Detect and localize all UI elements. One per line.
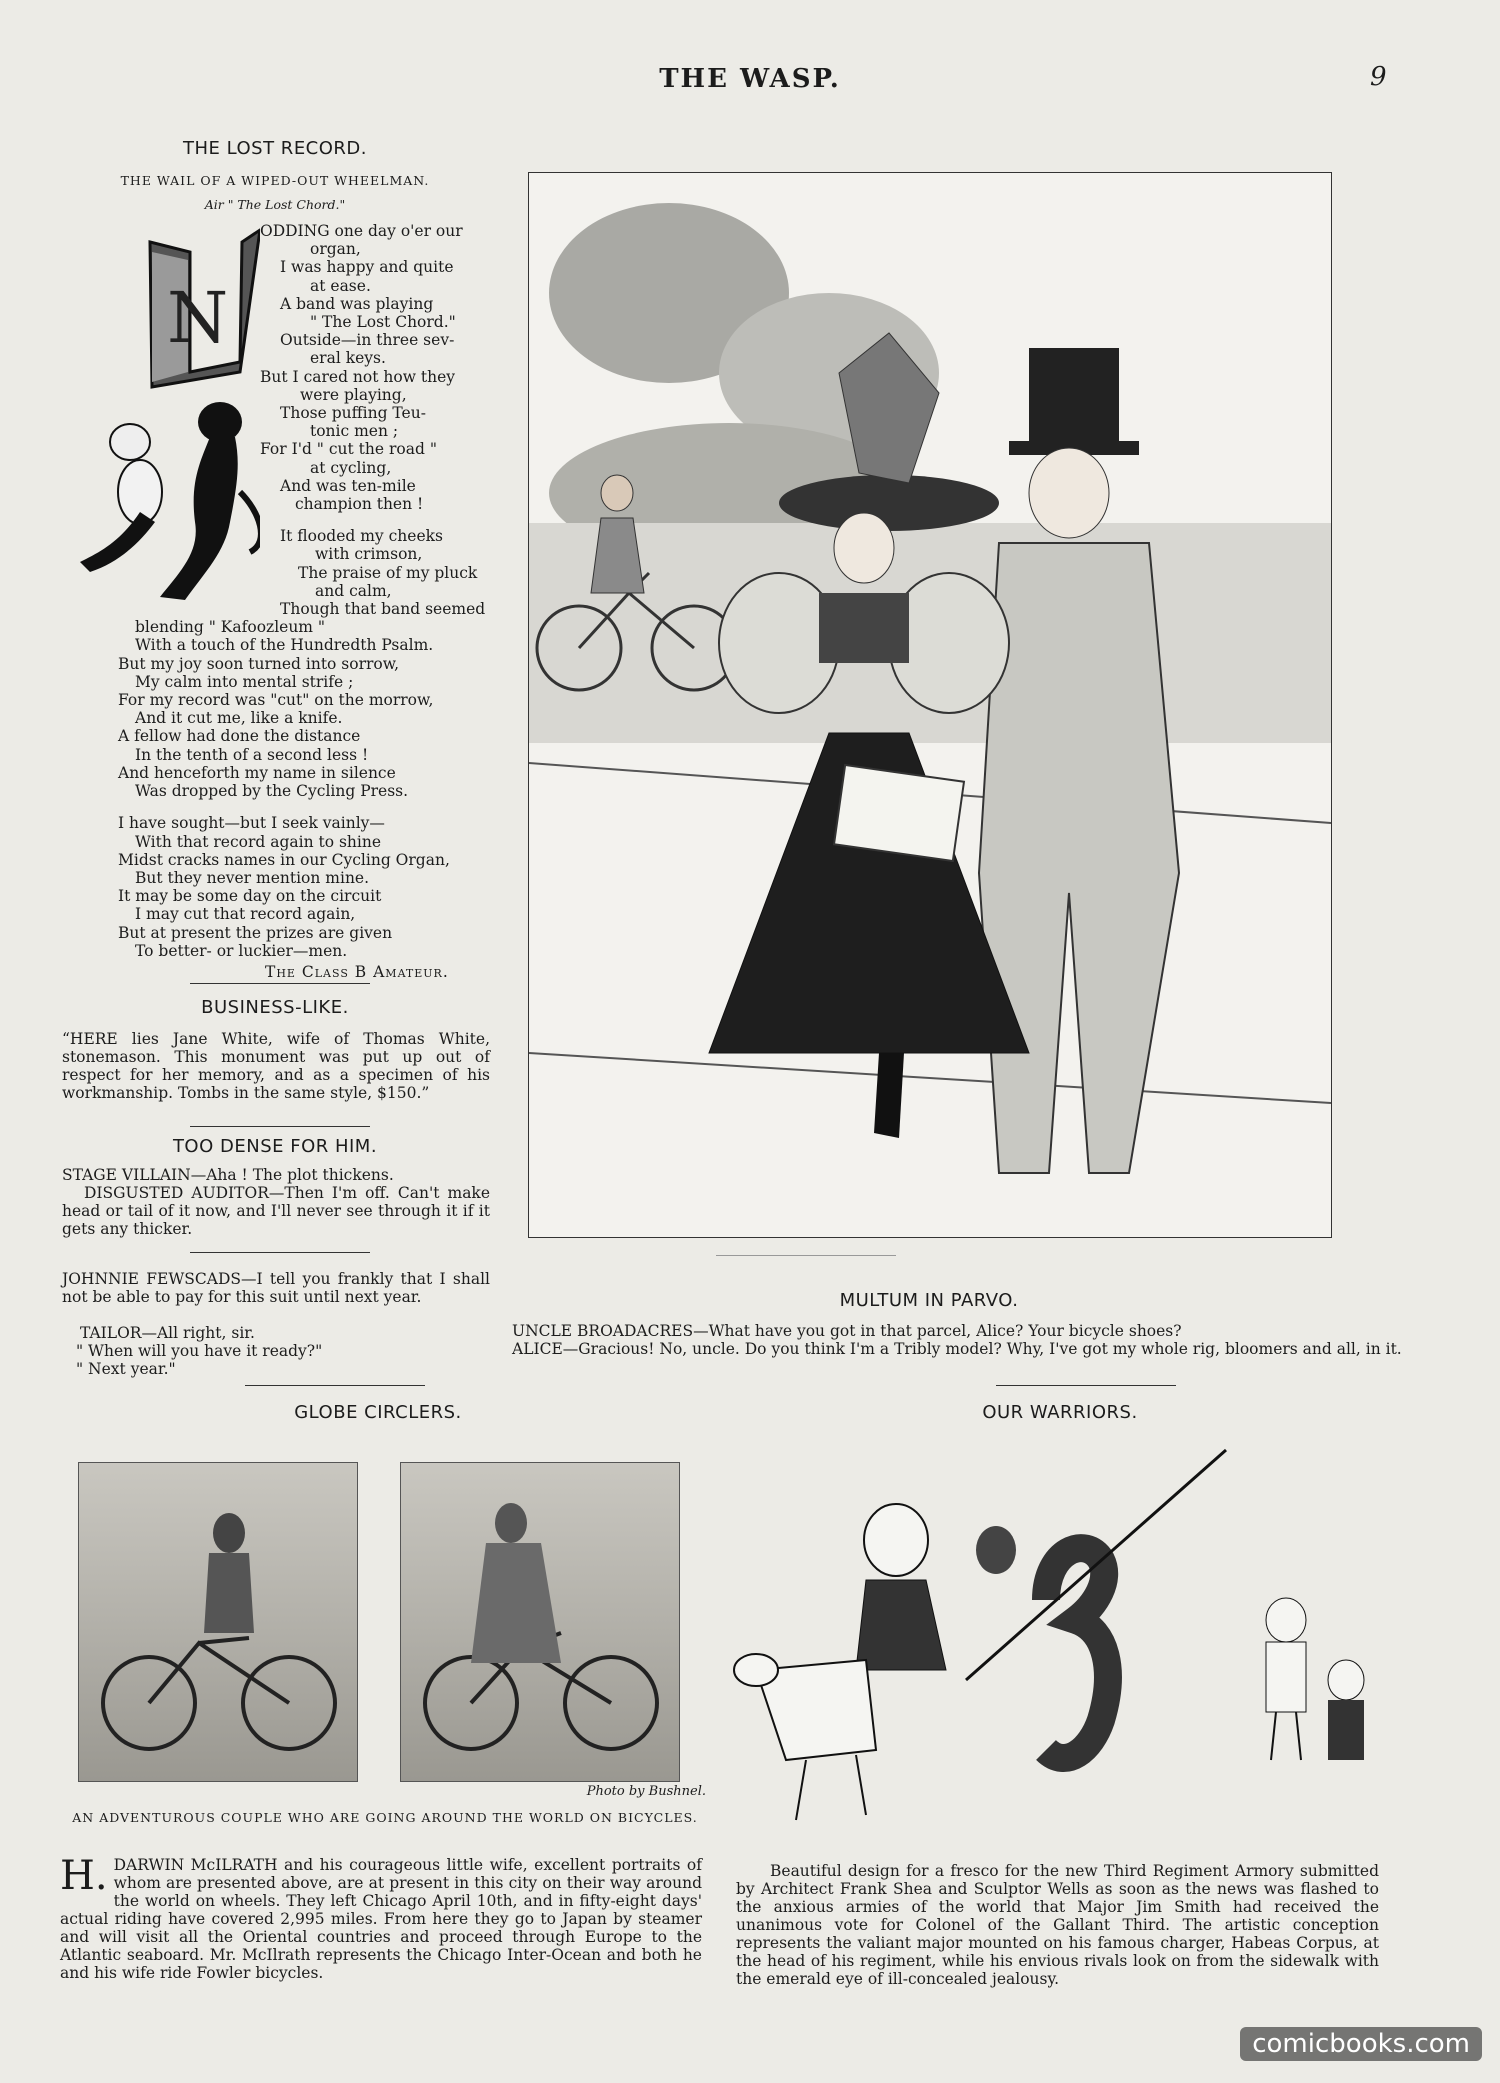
cyclist-couple-illustration xyxy=(528,172,1332,1238)
divider xyxy=(245,1385,425,1386)
stanza-2-line: And it cut me, like a knife. xyxy=(135,709,343,728)
johnnie-line-1: JOHNNIE FEWSCADS—I tell you frankly that I shall not be able to pay for this suit until next year. xyxy=(62,1270,490,1306)
johnnie-line-3: " When will you have it ready?" xyxy=(76,1342,323,1360)
stanza-1 xyxy=(60,222,492,513)
too-dense-line-1: STAGE VILLAIN—Aha ! The plot thickens. xyxy=(62,1166,394,1184)
divider xyxy=(190,1252,370,1253)
stanza-2-line: with crimson, xyxy=(315,545,423,564)
johnnie-line-2: TAILOR—All right, sir. xyxy=(80,1324,255,1342)
stanza-1-line: Those puffing Teu- xyxy=(280,404,426,423)
stanza-2-line: And henceforth my name in silence xyxy=(118,763,396,782)
stanza-2-line: With a touch of the Hundredth Psalm. xyxy=(135,636,434,655)
page-number: 9 xyxy=(1370,62,1387,92)
stanza-2-line: Was dropped by the Cycling Press. xyxy=(135,782,409,801)
lost-record-title: THE LOST RECORD. xyxy=(182,138,368,159)
globe-caption: AN ADVENTUROUS COUPLE WHO ARE GOING AROUND THE WORLD ON BICYCLES. xyxy=(72,1810,698,1825)
divider xyxy=(190,983,370,984)
stanza-3-line: With that record again to shine xyxy=(135,832,382,851)
stanza-1-line: " The Lost Chord." xyxy=(310,313,456,332)
stanza-1-line: ODDING one day o'er our xyxy=(260,222,463,240)
photo-mrs-mcilrath xyxy=(400,1462,680,1782)
stanza-1-line: I was happy and quite xyxy=(280,258,454,277)
stanza-3-line: But at present the prizes are given xyxy=(118,923,393,942)
stanza-2-line: But my joy soon turned into sorrow, xyxy=(118,654,400,673)
multum-title: MULTUM IN PARVO. xyxy=(839,1290,1019,1311)
johnnie-line-4: " Next year." xyxy=(76,1360,176,1378)
stanza-1-line: at ease. xyxy=(310,276,371,295)
photo-credit: Photo by Bushnel. xyxy=(586,1784,706,1799)
stanza-2-line: blending " Kafoozleum " xyxy=(135,618,326,637)
stanza-1-line: But I cared not how they xyxy=(260,367,456,386)
lost-record-air: Air " The Lost Chord." xyxy=(204,197,346,212)
stanza-1-line: eral keys. xyxy=(310,349,386,368)
globe-text: DARWIN McILRATH and his courageous little wife, excellent portraits of whom are presented above, are at present in this city on their way around the world on wheels. They left Chicago April 10th, and in fifty-eight days' actual riding have covered 2,995 miles. From here they go to Japan by steamer and will visit all the Oriental countries and proceed through Europe to the Atlantic seaboard. Mr. McIlrath represents the Chicago Inter-Ocean and both he and his wife ride Fowler bicycles. xyxy=(60,1856,702,1982)
too-dense-line-2: DISGUSTED AUDITOR—Then I'm off. Can't make head or tail of it now, and I'll never see through it if it gets any thicker. xyxy=(62,1184,490,1238)
stanza-3-line: I have sought—but I seek vainly— xyxy=(118,814,385,833)
stanza-1-line: were playing, xyxy=(300,385,407,404)
stanza-3-line: I may cut that record again, xyxy=(135,905,356,924)
lost-record-subtitle: THE WAIL OF A WIPED-OUT WHEELMAN. xyxy=(120,173,430,188)
stanza-1-line: Outside—in three sev- xyxy=(280,331,455,350)
our-warriors-title: OUR WARRIORS. xyxy=(982,1402,1138,1423)
stanza-3 xyxy=(60,814,492,960)
stanza-2-line: It flooded my cheeks xyxy=(280,527,443,546)
stanza-3-line: It may be some day on the circuit xyxy=(118,887,382,906)
stanza-3-line: Midst cracks names in our Cycling Organ, xyxy=(118,850,450,869)
too-dense-title: TOO DENSE FOR HIM. xyxy=(172,1136,378,1157)
divider xyxy=(190,1126,370,1127)
warriors-cartoon xyxy=(716,1430,1406,1845)
globe-circlers-title: GLOBE CIRCLERS. xyxy=(294,1402,462,1423)
stanza-2-line: Though that band seemed xyxy=(280,600,486,619)
divider xyxy=(716,1255,896,1256)
globe-drop-cap: H. xyxy=(60,1853,108,1899)
stanza-2-line: and calm, xyxy=(315,581,392,600)
photo-darwin-mcilrath xyxy=(78,1462,358,1782)
site-watermark: comicbooks.com xyxy=(1240,2027,1482,2061)
divider xyxy=(996,1385,1176,1386)
multum-line-1: UNCLE BROADACRES—What have you got in that parcel, Alice? Your bicycle shoes? xyxy=(512,1322,1182,1340)
drop-cap-letter: N xyxy=(167,277,229,359)
multum-line-2: ALICE—Gracious! No, uncle. Do you think I'm a Tribly model? Why, I've got my whole rig, bloomers and all, in it. xyxy=(512,1340,1402,1358)
stanza-1-line: at cycling, xyxy=(310,458,392,477)
stanza-2 xyxy=(60,527,492,800)
stanza-1-line: tonic men ; xyxy=(310,422,399,441)
stanza-1-line: organ, xyxy=(310,240,361,259)
business-like-title: BUSINESS-LIKE. xyxy=(201,997,349,1018)
lost-record-signature: The Class B Amateur. xyxy=(265,962,449,981)
masthead: THE WASP. xyxy=(659,64,841,94)
stanza-3-line: To better- or luckier—men. xyxy=(135,941,348,960)
stanza-1-line: For I'd " cut the road " xyxy=(260,440,437,459)
globe-text-block xyxy=(60,1853,702,1982)
lost-record-poem xyxy=(60,222,492,981)
stanza-2-line: The praise of my pluck xyxy=(298,563,478,582)
stanza-2-line: In the tenth of a second less ! xyxy=(135,745,369,764)
business-like-text: “HERE lies Jane White, wife of Thomas White, stonemason. This monument was put up out of respect for her memory, and as a specimen of his workmanship. Tombs in the same style, $150.” xyxy=(62,1030,490,1102)
stanza-3-line: But they never mention mine. xyxy=(135,868,370,887)
stanza-2-line: For my record was "cut" on the morrow, xyxy=(118,691,434,710)
stanza-1-line: A band was playing xyxy=(280,294,434,313)
stanza-1-line: And was ten-mile xyxy=(280,476,416,495)
stanza-2-line: A fellow had done the distance xyxy=(118,727,361,746)
warriors-text: Beautiful design for a fresco for the new Third Regiment Armory submitted by Architect Frank Shea and Sculptor Wells as soon as the news was flashed to the anxious armies of the world that Major Jim Smith had received the unanimous vote for Colonel of the Gallant Third. The artistic conception represents the valiant major mounted on his famous charger, Habeas Corpus, at the head of his regiment, while his envious rivals look on from the sidewalk with the emerald eye of ill-concealed jealousy. xyxy=(736,1862,1379,1988)
stanza-2-line: My calm into mental strife ; xyxy=(135,672,354,691)
stanza-1-line: champion then ! xyxy=(295,495,424,514)
